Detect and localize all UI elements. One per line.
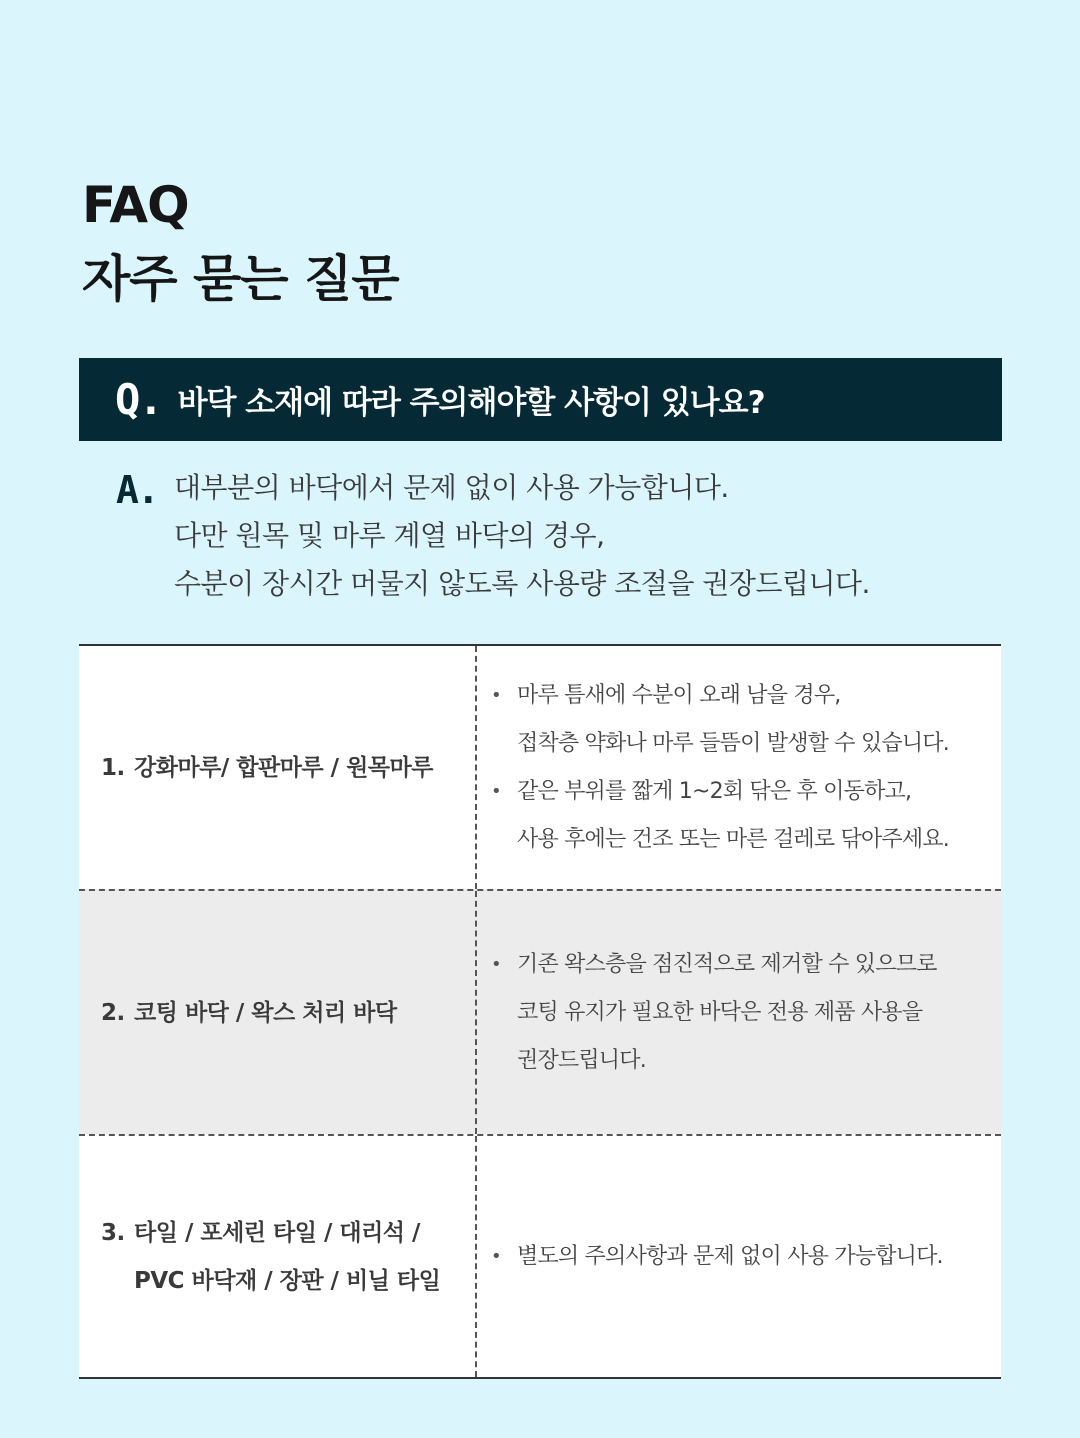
title-ko: 자주 묻는 질문 bbox=[82, 250, 399, 308]
category-number: 2. bbox=[101, 999, 125, 1026]
answer-line: 대부분의 바닥에서 문제 없이 사용 가능합니다. bbox=[174, 471, 729, 504]
answer-block bbox=[116, 464, 870, 608]
category-text: 타일 / 포세린 타일 / 대리석 / bbox=[134, 1219, 420, 1246]
answer-mark: A. bbox=[116, 468, 158, 512]
notes-list bbox=[491, 941, 937, 1085]
category-cell bbox=[79, 1136, 477, 1377]
table-row bbox=[79, 889, 1001, 1134]
category-number: 1. bbox=[101, 754, 125, 781]
category-label bbox=[101, 744, 433, 792]
note-line: 권장드립니다. bbox=[517, 1047, 646, 1073]
list-item bbox=[491, 768, 949, 864]
notes-cell bbox=[477, 891, 1001, 1134]
list-item bbox=[491, 672, 949, 768]
note-line: • 마루 틈새에 수분이 오래 남을 경우, bbox=[517, 682, 841, 708]
category-text: 코팅 바닥 / 왁스 처리 바닥 bbox=[134, 999, 397, 1026]
note-line: 접착층 약화나 마루 들뜸이 발생할 수 있습니다. bbox=[517, 730, 949, 756]
category-cell bbox=[79, 891, 477, 1134]
answer-line: 수분이 장시간 머물지 않도록 사용량 조절을 권장드립니다. bbox=[174, 567, 870, 600]
category-cell bbox=[79, 646, 477, 889]
answer-text bbox=[174, 464, 870, 608]
page-title bbox=[82, 168, 399, 316]
floor-type-table bbox=[79, 644, 1001, 1379]
list-item bbox=[491, 941, 937, 1085]
notes-list bbox=[491, 672, 949, 864]
note-line: • 기존 왁스층을 점진적으로 제거할 수 있으므로 bbox=[517, 951, 937, 977]
note-line: 사용 후에는 건조 또는 마른 걸레로 닦아주세요. bbox=[517, 826, 949, 852]
question-mark: Q. bbox=[115, 375, 162, 424]
answer-line: 다만 원목 및 마루 계열 바닥의 경우, bbox=[174, 519, 605, 552]
note-line: • 같은 부위를 짧게 1~2회 닦은 후 이동하고, bbox=[517, 778, 912, 804]
notes-cell bbox=[477, 646, 1001, 889]
title-en: FAQ bbox=[82, 176, 189, 234]
table-row bbox=[79, 646, 1001, 889]
notes-list bbox=[491, 1233, 943, 1281]
table-row bbox=[79, 1134, 1001, 1377]
category-text: PVC 바닥재 / 장판 / 비닐 타일 bbox=[134, 1267, 441, 1294]
notes-cell bbox=[477, 1136, 1001, 1377]
note-line: 코팅 유지가 필요한 바닥은 전용 제품 사용을 bbox=[517, 999, 923, 1025]
category-number: 3. bbox=[101, 1219, 125, 1246]
category-label bbox=[101, 989, 397, 1037]
list-item bbox=[491, 1233, 943, 1281]
question-text: 바닥 소재에 따라 주의해야할 사항이 있나요? bbox=[177, 385, 765, 421]
category-text: 강화마루/ 합판마루 / 원목마루 bbox=[134, 754, 433, 781]
category-label bbox=[101, 1209, 440, 1305]
question-bar bbox=[79, 358, 1002, 441]
note-line: • 별도의 주의사항과 문제 없이 사용 가능합니다. bbox=[517, 1243, 943, 1269]
